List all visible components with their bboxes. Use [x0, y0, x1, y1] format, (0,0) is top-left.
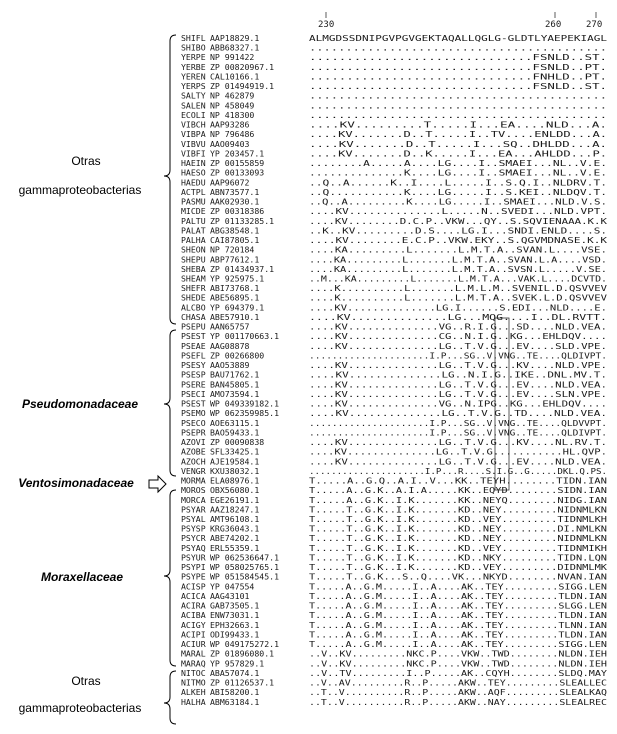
alignment-row [181, 629, 607, 639]
alignment-row [181, 283, 607, 293]
sequence-segment: ....KV........D.C.P..VKW...QY..S.SQVIENAAA.K.K [309, 215, 608, 226]
sequence-segment: ......................................... [309, 109, 607, 120]
group-label-otras-1-line1: Otras [71, 154, 101, 168]
accession-number: ZP 00155859 [210, 158, 265, 169]
accession-number: ABE57910.1 [210, 311, 260, 322]
alignment-row [181, 687, 607, 697]
accession-number: ABP77612.1 [210, 254, 260, 265]
alignment-row [181, 514, 607, 524]
sequence-segment: ..T..V..........R..P.....AKW..AQF.........SLEALKAQ [309, 687, 608, 698]
accession-number: ZP 00133093 [210, 167, 265, 178]
alignment-row [181, 81, 607, 91]
sequence-segment: T.....A..G.M.....I..A....AK..TEY.........SIGG.LEN [309, 639, 608, 650]
alignment-row [181, 610, 607, 620]
accession-number: ZP 00318386 [210, 206, 265, 217]
alignment-row [181, 370, 607, 380]
accession-number: ABI58200.1 [210, 687, 260, 698]
species-code: PALHA [181, 235, 206, 246]
alignment-row [181, 379, 607, 389]
alignment-row [181, 187, 607, 197]
species-code: HAESO [181, 167, 206, 178]
sequence-segment: ..V..KV.........NKC.P....VKW..TWD........NLDN.IEH [309, 648, 608, 659]
accession-number: OBX56080.1 [210, 485, 260, 496]
sequence-segment: ....KA.........L.......L.M.T.A..SVAN.L....VSE. [309, 244, 607, 255]
sequence-segment: ..............................FSNLD..PT. [309, 61, 607, 72]
alignment-row [181, 43, 607, 53]
accession-number: YP 957829.1 [210, 658, 265, 669]
species-code: VIBCH [181, 119, 206, 130]
alignment-row [181, 495, 607, 505]
species-code: ACIBA [181, 610, 206, 621]
accession-number: NP 458049 [210, 100, 255, 111]
accession-number: BAU71762.1 [210, 369, 260, 380]
species-code: PSYPI [181, 562, 206, 573]
species-code: MARAL [181, 648, 206, 659]
alignment-row [181, 322, 607, 332]
species-code: HALHA [181, 696, 206, 707]
species-code: ALCBO [181, 302, 206, 313]
sequence-segment: T.....A..G.M.....I..A....AK..TEY.........TLDN.IAN [309, 610, 608, 621]
sequence-segment: ..V..TV.........I..P.....AK..CQYH........SLDQ.MAY [309, 667, 608, 678]
accession-number: AJE19584.1 [210, 456, 260, 467]
accession-number: NP 796486 [210, 129, 255, 140]
alignment-rows [181, 33, 607, 707]
species-code: SHEAM [181, 273, 206, 284]
alignment-row [181, 274, 607, 284]
sequence-segment: T.....T..G.K..I.K.......KD..NEY.........DI.NMLKN [309, 523, 608, 534]
sequence-segment: ..............................FNHLD..PT. [309, 71, 607, 82]
species-code: PSYAQ [181, 542, 206, 553]
sequence-segment: ......................................... [309, 90, 607, 101]
alignment-row [181, 591, 607, 601]
species-code: PSEAE [181, 340, 206, 351]
alignment-row [181, 312, 607, 322]
accession-number: WP 062359985.1 [210, 408, 280, 419]
alignment-row [181, 399, 607, 409]
brace-group-1 [164, 35, 176, 324]
alignment-row [181, 639, 607, 649]
accession-number: ZP 01494919.1 [210, 81, 275, 92]
sequence-segment: ....KV..............CG..N.I.G..KG...EHLDQV.... [309, 331, 607, 342]
alignment-row [181, 601, 607, 611]
sequence-segment: ....KV..............LG..T.V.G..TD....NLD.VEA. [309, 408, 607, 419]
sequence-segment: ..............K....LG....I..SMAEI...NL..V.E. [309, 167, 607, 178]
accession-number: YP 001170663.1 [210, 331, 280, 342]
accession-number: ODI99433.1 [210, 629, 260, 640]
accession-number: AMO73594.1 [210, 388, 260, 399]
sequence-segment: ....K..........L.......L.M.L.M..SVENIL.D.QSVVEV [309, 283, 608, 294]
accession-number: AAP96072 [210, 177, 250, 188]
accession-number: YP 203457.1 [210, 148, 265, 159]
sequence-segment: ....K..........L.......L.M.T.A..SVEK.L.D.QSVVEV [309, 292, 608, 303]
accession-number: AAP18829.1 [210, 33, 260, 43]
accession-number: AAZ18247.1 [210, 504, 260, 515]
sequence-segment: T.....A..G.M.....I..A....AK..TEY.........TLDN.IAN [309, 590, 608, 601]
alignment-row [181, 427, 607, 437]
sequence-segment: T.....A..G.K..A.I.A.....KK..EQYD........SIDN.IAN [309, 485, 608, 496]
species-code: PSEMO [181, 408, 206, 419]
sequence-segment: ..V..AV.........R..P.....AKW..TEY.........SLEALLEC [309, 677, 608, 688]
species-code: VENGR [181, 465, 206, 476]
species-code: YERPE [181, 52, 206, 63]
accession-number: NP 418300 [210, 109, 255, 120]
accession-number: ABG38548.1 [210, 225, 260, 236]
species-code: MARAQ [181, 658, 206, 669]
sequence-segment: .....................I.P...SG..V.VNG..TE....QLDVVPT. [309, 417, 607, 428]
sequence-segment: ....KV.........T.....I...EA....NLD...A. [309, 119, 607, 130]
species-code: SHEFR [181, 283, 206, 294]
sequence-segment: T.....T..G.K..I.K.......KD..NEY.........NIDNMLKN [309, 533, 608, 544]
species-code: SHIFL [181, 33, 206, 43]
alignment-row [181, 562, 607, 572]
sequence-segment: T.....T..G.K..I.K.......KD..NKY.........TIDN.LQN [309, 552, 608, 563]
accession-number: WP 062536647.1 [210, 552, 280, 563]
species-code: SALEN [181, 100, 206, 111]
alignment-row [181, 245, 607, 255]
sequence-segment: T.....A..G.Q..A.I..V...KK..TEYH........TIDN.IAN [309, 475, 608, 486]
alignment-row [181, 350, 607, 360]
accession-number: ABM63184.1 [210, 696, 260, 707]
brace-group-4 [164, 490, 176, 666]
alignment-row [181, 341, 607, 351]
species-code: AZOVI [181, 437, 206, 448]
ruler-label-270: 270 [586, 20, 603, 30]
accession-number: ZP 00090838 [210, 437, 265, 448]
sequence-segment: ....KV..............VG..R.I.G...SD....NLD.VEA. [309, 321, 607, 332]
sequence-segment: ..K..KV.........D.S....LG.I...SNDI.ENLD....S. [309, 225, 607, 236]
species-code: PSEPR [181, 427, 206, 438]
accession-number: ABN73577.1 [210, 186, 260, 197]
alignment-row [181, 658, 607, 668]
alignment-row [181, 466, 607, 476]
ruler-label-230: 230 [318, 20, 335, 30]
species-code: ACIPI [181, 629, 206, 640]
sequence-segment: ..Q..A......K..I....L.....I..S.Q.I..NLDRV.T. [309, 177, 607, 188]
species-code: HAEDU [181, 177, 206, 188]
alignment-row [181, 254, 607, 264]
species-code: ALKEH [181, 687, 206, 698]
alignment-row [181, 91, 607, 101]
alignment-row [181, 620, 607, 630]
sequence-segment: T.....T..G.K...S..Q....VK...NKYD........NVAN.IAN [309, 571, 608, 582]
alignment-row [181, 572, 607, 582]
alignment-row [181, 52, 607, 62]
alignment-row [181, 408, 607, 418]
accession-number: ABA57074.1 [210, 667, 260, 678]
accession-number: CAL10166.1 [210, 71, 260, 82]
accession-number: ABE74202.1 [210, 533, 260, 544]
species-code: PSEPU [181, 321, 206, 332]
alignment-row [181, 120, 607, 130]
species-code: SHEON [181, 244, 206, 255]
accession-number: ELA08976.1 [210, 475, 260, 486]
ruler-label-260: 260 [545, 20, 562, 30]
accession-number: NP 720184 [210, 244, 255, 255]
accession-number: SFL33425.1 [210, 446, 260, 457]
accession-number: ABE56895.1 [210, 292, 260, 303]
species-code: MOROS [181, 485, 206, 496]
species-code: ACIGY [181, 619, 206, 630]
accession-number: NP 991422 [210, 52, 255, 63]
species-code: AZOBE [181, 446, 206, 457]
sequence-segment: ....KV.......D..T.....I...SQ..DHLDD...A. [309, 138, 607, 149]
sequence-segment: ....KA.........L.......L.M.T.A..SVSN.L.....V.SE. [309, 263, 607, 274]
alignment-row [181, 302, 607, 312]
group-label-otras-1-line2: gammaproteobacterias [18, 183, 142, 197]
accession-number: ZP 01896080.1 [210, 648, 275, 659]
alignment-row [181, 678, 607, 688]
sequence-segment: ALMGDSSDNIPGVPGVGEKTAQALLQGLG-GLDTLYAEPEKIAGL [309, 33, 608, 43]
sequence-segment: T.....T..G.K..I.K.......KD..VEY.........TIDNMLKH [309, 514, 608, 524]
alignment-row [181, 158, 607, 168]
sequence-segment: T.....A..G.M.....I..A....AK..TEY.........TLNN.IAN [309, 619, 608, 630]
species-code: PSYSP [181, 523, 206, 534]
alignment-row [181, 649, 607, 659]
accession-number: NP 462879 [210, 90, 255, 101]
species-code: ACTPL [181, 186, 206, 197]
sequence-segment: ..Q..A.........K....LG.....I..SMAEI...NLD.V.S. [309, 196, 607, 207]
sequence-segment: ........A.....A....LG....I..SMAEI...NL..V.E. [309, 158, 607, 169]
accession-number: AMT96108.1 [210, 514, 260, 524]
position-ruler [318, 12, 602, 30]
group-label-pseudomonadaceae: Pseudomonadaceae [21, 397, 139, 411]
sequence-segment: ....KV........E.C.P..VKW.EKY..S.QGVMDNASE.K.K [309, 235, 608, 246]
species-code: PASMU [181, 196, 206, 207]
accession-number: GAB73505.1 [210, 600, 260, 611]
species-code: SHEBA [181, 263, 206, 274]
group-label-otras-2-line1: Otras [71, 674, 101, 688]
accession-number: ABB68327.1 [210, 42, 260, 53]
alignment-row [181, 71, 607, 81]
sequence-segment: ....KV..............LG..T.V.G...KV....NLD.VPE. [309, 360, 607, 371]
species-code: YEREN [181, 71, 206, 82]
alignment-row [181, 264, 607, 274]
species-code: SHIBO [181, 42, 206, 53]
accession-number: KXU38032.1 [210, 465, 260, 476]
accession-number: CAI87805.1 [210, 235, 260, 246]
group-labels [18, 154, 141, 715]
sequence-segment: ....KV..............LG..T.V.G...........HL.QVP. [309, 446, 607, 457]
sequence-segment: ....KV..............LG..T.V.G...EV....SLD.VPE. [309, 340, 607, 351]
group-label-otras-2-line2: gammaproteobacterias [18, 701, 142, 715]
group-label-ventosimonadaceae: Ventosimonadaceae [18, 476, 134, 490]
alignment-row [181, 139, 607, 149]
accession-number: AAG08878 [210, 340, 250, 351]
alignment-row [181, 418, 607, 428]
species-code: CHASA [181, 311, 206, 322]
species-code: PSYAR [181, 504, 206, 515]
sequence-segment: ....KV.......D..K.....I...EA...AHLDD...P. [309, 148, 607, 159]
sequence-segment: ......................................... [309, 42, 607, 53]
alignment-row [181, 668, 607, 678]
species-code: ACIUR [181, 639, 206, 650]
species-code: PSECI [181, 388, 206, 399]
brace-group-5 [164, 671, 176, 724]
accession-number: EGE26191.1 [210, 494, 260, 505]
alignment-row [181, 197, 607, 207]
sequence-segment: ....KV.......D..T.....I..TV....ENLDD...A. [309, 129, 607, 140]
sequence-segment: .....................I.P...R....S.I.G..G.....DKL.Q.PS. [309, 465, 607, 476]
species-code: PSEST [181, 398, 206, 409]
accession-number: YP 047554 [210, 581, 255, 592]
alignment-row [181, 360, 607, 370]
species-code: PALTU [181, 215, 206, 226]
sequence-segment: ....KV..............LG..T.V.G...EV....NLD.VEA. [309, 456, 607, 467]
species-code: NITOC [181, 667, 206, 678]
species-code: PSESY [181, 360, 206, 371]
species-code: VIBFI [181, 148, 206, 159]
sequence-segment: T.....A..G.M.....I..A....AK..TEY.........TLDN.IAN [309, 629, 608, 640]
alignment-row [181, 148, 607, 158]
alignment-row [181, 504, 607, 514]
alignment-row [181, 216, 607, 226]
sequence-segment: ....KV..............L.....N..SVEDI...NLD.VPT. [309, 206, 607, 217]
species-code: NITMO [181, 677, 206, 688]
accession-number: AAP93286 [210, 119, 250, 130]
accession-number: ERL55359.1 [210, 542, 260, 553]
species-code: SHEDE [181, 292, 206, 303]
accession-number: AAK02930.1 [210, 196, 260, 207]
alignment-row [181, 697, 607, 707]
species-code: PSECO [181, 417, 206, 428]
sequence-segment: ....KV..............LG..T.V.G...EV....NLD.VEA. [309, 379, 607, 390]
alignment-row [181, 456, 607, 466]
species-code: PSYUR [181, 552, 206, 563]
alignment-row [181, 225, 607, 235]
alignment-row [181, 177, 607, 187]
alignment-row [181, 168, 607, 178]
alignment-row [181, 485, 607, 495]
accession-number: ZP 00820967.1 [210, 61, 275, 72]
alignment-row [181, 476, 607, 486]
sequence-segment: T.....A..G.M.....I..A....AK..TEY.........SIGG.LEN [309, 581, 608, 592]
alignment-row [181, 110, 607, 120]
group-label-moraxellaceae: Moraxellaceae [40, 570, 124, 584]
accession-number: ABI73768.1 [210, 283, 260, 294]
sequence-segment: ....KV..............LG..N.I.G..IKE..DNL.MV.T. [309, 369, 607, 380]
species-code: PALAT [181, 225, 206, 236]
sequence-segment: ......................................... [309, 100, 607, 111]
species-code: VIBPA [181, 129, 206, 140]
accession-number: AAG43101 [210, 590, 250, 601]
sequence-segment: ..T..V..........R..P.....AKW..NAY.........SLEALREC [309, 696, 608, 707]
sequence-segment: ..............................FSNLD..ST. [309, 52, 607, 63]
accession-number: BAN45805.1 [210, 379, 260, 390]
accession-number: AAN65757 [210, 321, 250, 332]
sequence-segment: T.....A..G.M.....I..A....AK..TEY.........SLGG.LEN [309, 600, 608, 611]
sequence-segment: ....KV..............LG..T.V.G...EV....SLN.VPE. [309, 388, 607, 399]
species-code: PSERE [181, 379, 206, 390]
alignment-row [181, 293, 607, 303]
species-code: MORMA [181, 475, 206, 486]
accession-number: AAO09403 [210, 138, 250, 149]
accession-number: BAO59433.1 [210, 427, 260, 438]
accession-number: WP 049175272.1 [210, 639, 280, 650]
species-code: YERPS [181, 81, 206, 92]
brace-group-2 [164, 330, 176, 476]
species-code: YERBE [181, 61, 206, 72]
accession-number: WP 051584545.1 [210, 571, 280, 582]
alignment-row [181, 100, 607, 110]
sequence-segment: T.....T..G.K..I.K.......KD..VEY.........DIDNMLMK [309, 562, 608, 573]
accession-number: AAO53889 [210, 360, 250, 371]
sequence-segment: ....KV..............LG..T.V.G...KV....NL.RV.T. [309, 437, 607, 448]
sequence-segment: ..Q...........K....LG.....I..S.KEI..NLDQV.T. [309, 186, 607, 197]
alignment-row [181, 447, 607, 457]
group-braces [164, 35, 176, 724]
species-code: PSYAL [181, 514, 206, 524]
species-code: SHEPU [181, 254, 206, 265]
species-code: PSYPE [181, 571, 206, 582]
sequence-segment: ....KV..............LG...MQG....I..DL.RVTT. [309, 311, 607, 322]
alignment-row [181, 235, 607, 245]
sequence-segment: T.....T..G.K..I.K.......KD..NEY.........NIDNMLKN [309, 504, 608, 515]
sequence-segment: .....................I.P...SG..V.VNG..TE....QLDIVPT. [309, 427, 607, 438]
species-code: MICDE [181, 206, 206, 217]
species-code: HAEIN [181, 158, 206, 169]
species-code: MORCA [181, 494, 206, 505]
alignment-row [181, 389, 607, 399]
accession-number: ZP 01133285.1 [210, 215, 275, 226]
accession-number: AOE63115.1 [210, 417, 260, 428]
sequence-segment: ....KV..............VG..N.IPG..KG...EHLDQV.... [309, 398, 607, 409]
accession-number: YP 925975.1 [210, 273, 265, 284]
alignment-row [181, 331, 607, 341]
sequence-segment: .....................I.P...SG..V.VNG..TE....QLDIVPT. [309, 350, 607, 361]
alignment-row [181, 129, 607, 139]
sequence-segment: ....KA.........L.......L.M.T.A..SVAN.L.A....VSD. [309, 254, 607, 265]
alignment-row [181, 533, 607, 543]
alignment-row [181, 524, 607, 534]
sequence-segment: ..V..KV.........NKC.P....VKW..TWD........NLDN.IEH [309, 658, 608, 669]
alignment-row [181, 206, 607, 216]
species-code: PSEST [181, 331, 206, 342]
alignment-row [181, 62, 607, 72]
alignment-row [181, 552, 607, 562]
alignment-row [181, 33, 607, 43]
species-code: VIBVU [181, 138, 206, 149]
sequence-segment: ....KV..............LG.I......S.EDI...NLD....E. [309, 302, 607, 313]
accession-number: YP 694379.1 [210, 302, 265, 313]
ventosimonadaceae-arrow-icon [149, 476, 166, 492]
accession-number: KRG36043.1 [210, 523, 260, 534]
species-code: PSEFL [181, 350, 206, 361]
accession-number: WP 058025765.1 [210, 562, 280, 573]
accession-number: ZP 00266800 [210, 350, 265, 361]
species-code: SALTY [181, 90, 206, 101]
sequence-segment: T.....T..G.K..I.K.......KD..VEY.........TIDNMIKH [309, 542, 608, 553]
alignment-row [181, 581, 607, 591]
sequence-segment: ..M...KA.........L.......L.M.T.A...VAK.L....DCVTD. [309, 273, 607, 284]
sequence-segment: ..............................FSNLD..ST. [309, 81, 607, 92]
species-code: ACISP [181, 581, 206, 592]
species-code: ACICA [181, 590, 206, 601]
species-code: ECOLI [181, 109, 206, 120]
alignment-row [181, 543, 607, 553]
species-code: PSESP [181, 369, 206, 380]
species-code: AZOCH [181, 456, 206, 467]
accession-number: WP 049339182.1 [210, 398, 280, 409]
accession-number: EPH32663.1 [210, 619, 260, 630]
sequence-segment: T.....A..G.K..I.K.......KK..NEYQ........NIDG.IAN [309, 494, 608, 505]
species-code: ACIRA [181, 600, 206, 611]
species-code: PSYCR [181, 533, 206, 544]
accession-number: ZP 01434937.1 [210, 263, 275, 274]
accession-number: ZP 01126537.1 [210, 677, 275, 688]
alignment-row [181, 437, 607, 447]
accession-number: ENW73031.1 [210, 610, 260, 621]
